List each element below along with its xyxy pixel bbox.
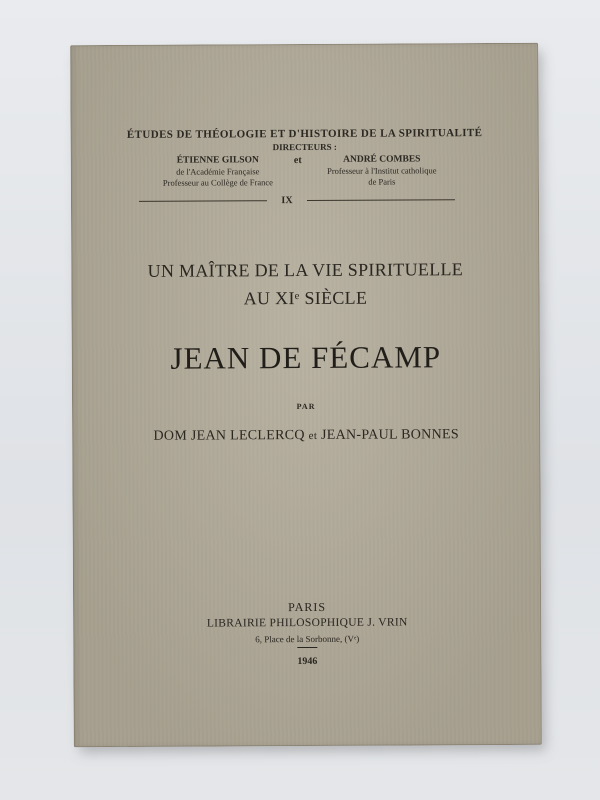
- volume-number: IX: [281, 195, 293, 207]
- subtitle-line-1: UN MAÎTRE DE LA VIE SPIRITUELLE: [147, 259, 464, 281]
- series-title: ÉTUDES DE THÉOLOGIE ET D'HISTOIRE DE LA SPIRITUALITÉ: [126, 127, 483, 141]
- book-title: JEAN DE FÉCAMP: [170, 339, 442, 376]
- divider-left: [139, 200, 267, 202]
- director-right-line1: Professeur à l'Institut catholique: [327, 165, 437, 176]
- year-dash: [297, 647, 317, 648]
- authors-and: et: [308, 429, 318, 442]
- directors-and: et: [293, 155, 302, 167]
- director-left: [143, 155, 293, 189]
- director-left-line1: de l'Académie Française: [176, 166, 260, 177]
- book-cover: [70, 43, 542, 747]
- director-left-line2: Professeur au Collège de France: [162, 177, 273, 188]
- authors-line: [72, 427, 540, 445]
- directeurs-label: DIRECTEURS :: [272, 141, 337, 153]
- director-right-name: ANDRÉ COMBES: [343, 154, 421, 165]
- divider-right: [307, 199, 455, 201]
- publisher-address: 6, Place de la Sorbonne, (Vᵉ): [255, 633, 360, 645]
- publication-year: 1946: [297, 655, 318, 668]
- publisher-name: LIBRAIRIE PHILOSOPHIQUE J. VRIN: [206, 616, 408, 630]
- par-label: PAR: [296, 401, 316, 412]
- director-right-line2: de Paris: [368, 176, 396, 187]
- director-right: [307, 154, 457, 188]
- director-left-name: ÉTIENNE GILSON: [176, 155, 259, 166]
- author-2: JEAN-PAUL BONNES: [320, 427, 459, 443]
- publisher-city: PARIS: [288, 599, 327, 615]
- subtitle-line-2: AU XIᵉ SIÈCLE: [243, 287, 368, 309]
- author-1: DOM JEAN LECLERCQ: [153, 428, 305, 444]
